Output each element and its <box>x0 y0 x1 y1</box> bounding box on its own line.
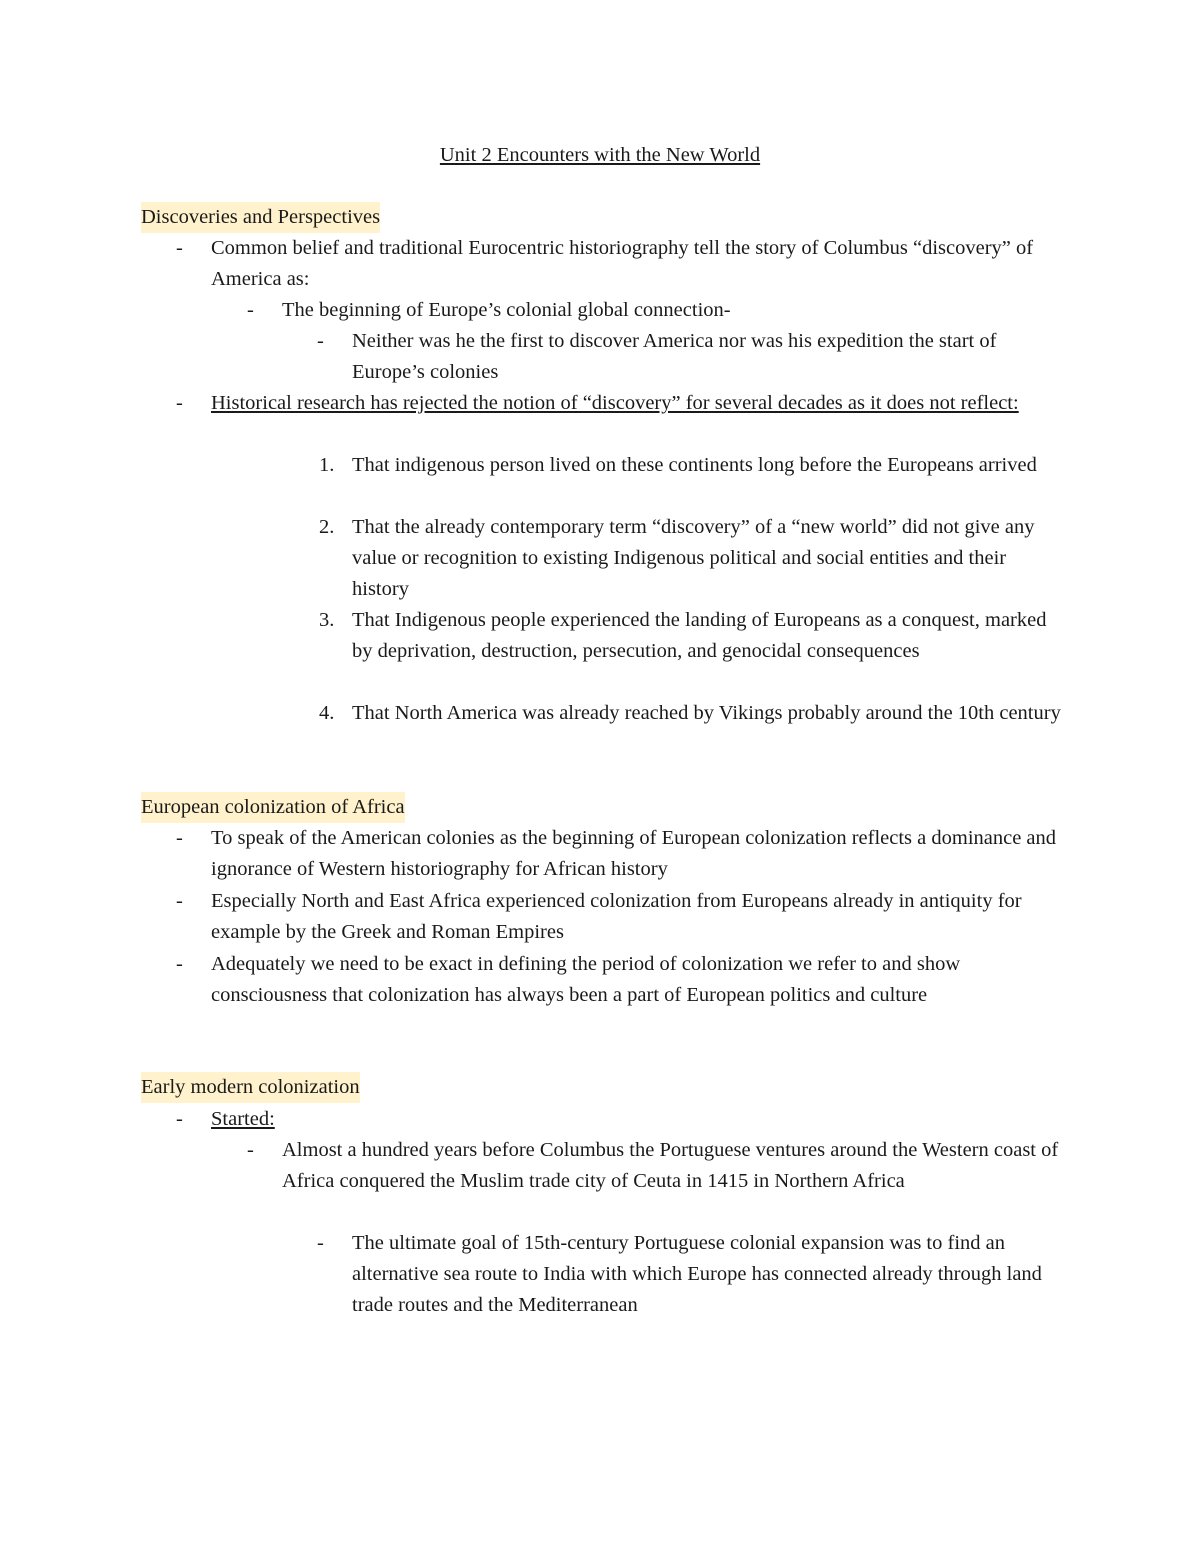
list-item-text: Historical research has rejected the notion of “discovery” for several decades as it does not reflect: <box>211 392 1019 414</box>
list-item-text: To speak of the American colonies as the beginning of European colonization reflects a dominance and ignorance of Western historiography for African history <box>211 827 1057 880</box>
number-marker: 4. <box>319 702 335 724</box>
list-item <box>176 949 1061 1011</box>
list-item-text: Started: <box>211 1108 275 1130</box>
section-heading-africa: European colonization of Africa <box>141 792 405 823</box>
list-item-text: The ultimate goal of 15th-century Portuguese colonial expansion was to find an alternative sea route to India with which Europe has connected already through land trade routes and the Mediterranean <box>352 1232 1042 1316</box>
numbered-item <box>319 450 1062 481</box>
numbered-item <box>319 698 1062 729</box>
dash-marker: - <box>247 1139 254 1161</box>
list-item-text: Neither was he the first to discover America nor was his expedition the start of Europe’s colonies <box>352 330 997 383</box>
dash-marker: - <box>247 299 254 321</box>
list-item <box>176 886 1061 948</box>
section-heading-early-modern: Early modern colonization <box>141 1072 360 1103</box>
list-item <box>247 295 1062 326</box>
list-item-text: The beginning of Europe’s colonial global connection- <box>282 299 731 321</box>
list-item <box>176 1104 1061 1135</box>
list-item-text: Especially North and East Africa experienced colonization from Europeans already in antiquity for example by the Greek and Roman Empires <box>211 890 1022 943</box>
dash-marker: - <box>317 1232 324 1254</box>
number-marker: 1. <box>319 454 335 476</box>
numbered-item-text: That North America was already reached by Vikings probably around the 10th century <box>352 702 1061 724</box>
numbered-item <box>319 512 1062 605</box>
list-item <box>317 326 1062 388</box>
page-title: Unit 2 Encounters with the New World <box>439 144 761 166</box>
number-marker: 2. <box>319 516 335 538</box>
dash-marker: - <box>176 237 183 259</box>
dash-marker: - <box>176 392 183 414</box>
list-item <box>176 388 1061 419</box>
dash-marker: - <box>176 827 183 849</box>
numbered-item-text: That the already contemporary term “discovery” of a “new world” did not give any value or recognition to existing Indigenous political and social entities and their history <box>352 516 1035 600</box>
dash-marker: - <box>317 330 324 352</box>
dash-marker: - <box>176 1108 183 1130</box>
list-item-text: Adequately we need to be exact in defining the period of colonization we refer to and show consciousness that colonization has always been a part of European politics and culture <box>211 953 961 1006</box>
numbered-item-text: That Indigenous people experienced the landing of Europeans as a conquest, marked by deprivation, destruction, persecution, and genocidal consequences <box>352 609 1047 662</box>
section-heading-discoveries: Discoveries and Perspectives <box>141 202 380 233</box>
list-item-text: Common belief and traditional Eurocentric historiography tell the story of Columbus “discovery” of America as: <box>211 237 1034 290</box>
dash-marker: - <box>176 953 183 975</box>
list-item <box>176 823 1061 885</box>
dash-marker: - <box>176 890 183 912</box>
list-item <box>247 1135 1062 1197</box>
number-marker: 3. <box>319 609 335 631</box>
numbered-item <box>319 605 1062 667</box>
numbered-item-text: That indigenous person lived on these continents long before the Europeans arrived <box>352 454 1037 476</box>
list-item <box>176 233 1061 295</box>
list-item <box>317 1228 1062 1321</box>
list-item-text: Almost a hundred years before Columbus the Portuguese ventures around the Western coast of Africa conquered the Muslim trade city of Ceuta in 1415 in Northern Africa <box>282 1139 1059 1192</box>
